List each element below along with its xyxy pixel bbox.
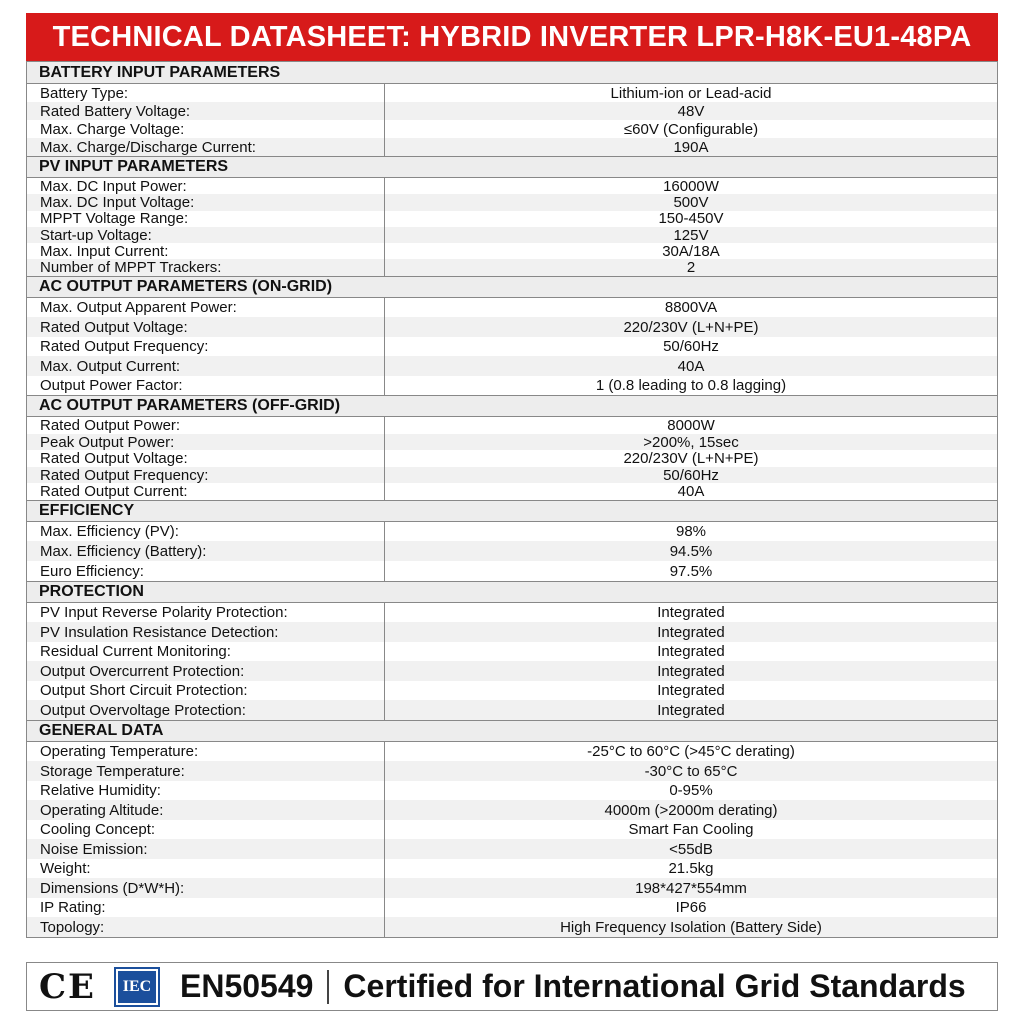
spec-label: Max. Charge Voltage: <box>40 120 185 138</box>
section-heading: AC OUTPUT PARAMETERS (ON-GRID) <box>27 276 997 298</box>
spec-label: Rated Output Frequency: <box>27 467 384 484</box>
spec-label: Residual Current Monitoring: <box>40 643 231 661</box>
spec-value: 500V <box>385 194 997 210</box>
section-heading: GENERAL DATA <box>27 720 997 742</box>
value-column <box>385 178 997 276</box>
spec-value: >200%, 15sec <box>385 434 997 451</box>
spec-value: 50/60Hz <box>663 338 719 356</box>
spec-label: Output Short Circuit Protection: <box>40 682 248 700</box>
spec-label: Cooling Concept: <box>40 821 156 839</box>
spec-label: Operating Temperature: <box>40 743 199 761</box>
value-column <box>385 84 997 156</box>
spec-value: IP66 <box>675 899 707 917</box>
spec-value: High Frequency Isolation (Battery Side) <box>385 917 997 937</box>
spec-value: -30°C to 65°C <box>385 761 997 781</box>
spec-value: 8000W <box>667 417 715 434</box>
spec-value: 0-95% <box>669 782 713 800</box>
spec-label: Storage Temperature: <box>27 761 384 781</box>
section-rows <box>27 298 997 396</box>
spec-label: Rated Output Current: <box>40 483 188 500</box>
spec-value: Integrated <box>657 643 725 661</box>
ce-mark-icon: CE <box>39 966 96 1007</box>
label-column <box>27 298 385 396</box>
spec-value: 220/230V (L+N+PE) <box>385 317 997 337</box>
spec-label: Max. Charge/Discharge Current: <box>27 138 384 156</box>
spec-label: Start-up Voltage: <box>27 227 384 243</box>
value-column <box>385 603 997 720</box>
spec-value: Smart Fan Cooling <box>628 821 754 839</box>
section-rows <box>27 603 997 720</box>
certification-text: Certified for International Grid Standards <box>343 968 966 1004</box>
spec-label: Rated Output Voltage: <box>27 317 384 337</box>
spec-value: 94.5% <box>385 541 997 561</box>
spec-label: Max. Output Apparent Power: <box>40 299 237 317</box>
spec-value: Integrated <box>385 700 997 720</box>
spec-label: Output Overcurrent Protection: <box>27 661 384 681</box>
certification-footer <box>26 962 998 1011</box>
spec-value: 30A/18A <box>662 243 720 260</box>
spec-label: Max. Input Current: <box>40 243 169 260</box>
spec-value: Integrated <box>385 622 997 642</box>
section-heading: AC OUTPUT PARAMETERS (OFF-GRID) <box>27 395 997 417</box>
spec-value: 16000W <box>663 178 719 195</box>
label-column <box>27 84 385 156</box>
spec-label: Peak Output Power: <box>27 434 384 451</box>
spec-value: <55dB <box>385 839 997 859</box>
section-rows <box>27 742 997 937</box>
spec-label: Output Overvoltage Protection: <box>27 700 384 720</box>
spec-label: Max. DC Input Voltage: <box>27 194 384 210</box>
spec-value: 4000m (>2000m derating) <box>385 800 997 820</box>
spec-value: Integrated <box>657 682 725 700</box>
section-heading: PV INPUT PARAMETERS <box>27 156 997 178</box>
spec-value: 48V <box>385 102 997 120</box>
spec-value: 198*427*554mm <box>385 878 997 898</box>
spec-value: 125V <box>385 227 997 243</box>
spec-label: Max. Efficiency (PV): <box>40 523 179 541</box>
label-column <box>27 603 385 720</box>
spec-value: ≤60V (Configurable) <box>623 120 759 138</box>
spec-label: Battery Type: <box>40 84 129 102</box>
section-heading: EFFICIENCY <box>27 500 997 522</box>
label-column <box>27 178 385 276</box>
spec-label: Dimensions (D*W*H): <box>27 878 384 898</box>
standard-code: EN50549 <box>179 968 314 1004</box>
spec-label: Rated Output Frequency: <box>40 338 209 356</box>
spec-value: 190A <box>385 138 997 156</box>
spec-label: IP Rating: <box>40 899 106 917</box>
spec-label: Max. DC Input Power: <box>40 178 187 195</box>
spec-label: Topology: <box>27 917 384 937</box>
iec-logo-icon: IEC <box>114 967 160 1007</box>
spec-label: Noise Emission: <box>27 839 384 859</box>
spec-label: Rated Output Voltage: <box>40 450 188 467</box>
section-rows <box>27 178 997 276</box>
spec-label: Number of MPPT Trackers: <box>27 259 384 275</box>
label-column <box>27 742 385 937</box>
spec-value: Integrated <box>385 661 997 681</box>
spec-label: MPPT Voltage Range: <box>40 210 189 227</box>
spec-label: Euro Efficiency: <box>40 562 144 580</box>
spec-value: 40A <box>385 356 997 376</box>
spec-label: Rated Battery Voltage: <box>27 102 384 120</box>
spec-table <box>26 61 998 938</box>
spec-label: PV Insulation Resistance Detection: <box>27 622 384 642</box>
footer-divider <box>327 970 329 1004</box>
spec-value: 97.5% <box>669 562 713 580</box>
spec-value: 2 <box>385 259 997 275</box>
spec-label: Output Power Factor: <box>40 377 183 395</box>
spec-label: Relative Humidity: <box>40 782 161 800</box>
spec-label: Max. Efficiency (Battery): <box>27 541 384 561</box>
value-column <box>385 742 997 937</box>
spec-label: PV Input Reverse Polarity Protection: <box>40 604 288 622</box>
value-column <box>385 522 997 581</box>
spec-value: 220/230V (L+N+PE) <box>623 450 759 467</box>
spec-value: 1 (0.8 leading to 0.8 lagging) <box>595 377 787 395</box>
spec-label: Weight: <box>40 860 91 878</box>
spec-value: Lithium-ion or Lead-acid <box>610 84 772 102</box>
section-rows <box>27 84 997 156</box>
spec-label: Rated Output Power: <box>40 417 181 434</box>
spec-label: Operating Altitude: <box>27 800 384 820</box>
spec-label: Max. Output Current: <box>27 356 384 376</box>
spec-value: 50/60Hz <box>385 467 997 484</box>
spec-value: 21.5kg <box>668 860 714 878</box>
spec-value: -25°C to 60°C (>45°C derating) <box>587 743 795 761</box>
spec-value: 40A <box>677 483 705 500</box>
datasheet-title: TECHNICAL DATASHEET: HYBRID INVERTER LPR-H8K-EU1-48PA <box>26 13 998 61</box>
section-rows <box>27 417 997 500</box>
label-column <box>27 417 385 500</box>
section-rows <box>27 522 997 581</box>
spec-value: 8800VA <box>664 299 718 317</box>
label-column <box>27 522 385 581</box>
section-heading: PROTECTION <box>27 581 997 603</box>
spec-value: 150-450V <box>658 210 724 227</box>
spec-value: 98% <box>675 523 707 541</box>
section-heading: BATTERY INPUT PARAMETERS <box>27 61 997 84</box>
value-column <box>385 298 997 396</box>
spec-value: Integrated <box>657 604 725 622</box>
value-column <box>385 417 997 500</box>
